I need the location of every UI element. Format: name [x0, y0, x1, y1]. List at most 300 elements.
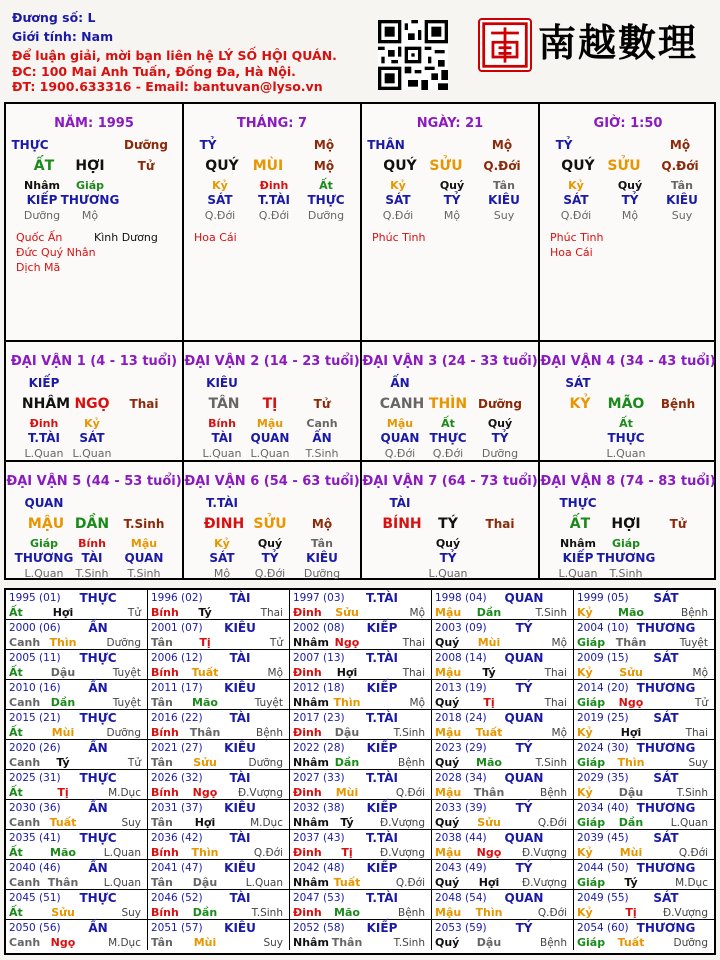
daivan-chi: TÝ	[438, 516, 458, 532]
year-can: Bính	[151, 666, 179, 679]
year-cell	[6, 920, 148, 950]
year-can: Quý	[435, 816, 460, 829]
daivan-chi: HỢI	[611, 516, 641, 532]
year-cell	[290, 740, 432, 770]
phone-email: ĐT: 1900.633316 - Email: bantuvan@lyso.vn	[12, 79, 323, 94]
year-label: 2014 (20)	[577, 682, 629, 694]
daivan-can: ĐINH	[203, 516, 245, 532]
pillar-can: QUÝ	[383, 158, 417, 174]
hidden-life: Dưỡng	[481, 447, 519, 460]
year-life: Dưỡng	[106, 637, 141, 649]
header	[0, 0, 720, 100]
year-chi: Sửu	[51, 906, 75, 919]
hidden-stem: Canh	[306, 417, 338, 430]
hidden-life: Suy	[493, 209, 515, 222]
year-chi: Dần	[334, 756, 360, 769]
year-can: Canh	[9, 936, 41, 949]
year-cell	[6, 680, 148, 710]
year-star: TỶ	[515, 861, 533, 875]
year-can: Canh	[9, 876, 41, 889]
daivan-chi: NGỌ	[74, 396, 110, 412]
year-cell	[574, 830, 714, 860]
year-chi: Tý	[56, 756, 70, 769]
daivan-cell	[184, 342, 362, 462]
year-star: QUAN	[504, 771, 544, 785]
daivan-chi: SỬU	[253, 516, 287, 532]
year-chi: Hợi	[194, 816, 216, 829]
hidden-star: KIẾP	[562, 551, 594, 565]
year-cell	[432, 650, 574, 680]
year-cell	[148, 710, 290, 740]
hidden-life: Q.Đới	[384, 447, 416, 460]
special-star: Quốc Ấn	[16, 231, 63, 244]
year-life: Bệnh	[398, 757, 425, 769]
hidden-star: T.TÀI	[28, 431, 60, 445]
year-label: 1999 (05)	[577, 592, 629, 604]
year-label: 2053 (59)	[435, 922, 487, 934]
year-can: Quý	[435, 936, 460, 949]
pillar-star: TỶ	[199, 138, 217, 152]
pillar-life-top: Mộ	[313, 138, 335, 152]
year-chi: Thìn	[617, 756, 645, 769]
year-star: ẤN	[88, 621, 108, 635]
year-label: 2038 (44)	[435, 832, 487, 844]
year-cell	[6, 710, 148, 740]
year-life: M.Dục	[108, 787, 141, 799]
year-life: L.Quan	[103, 877, 141, 889]
year-life: Q.Đới	[678, 847, 708, 859]
year-can: Bính	[151, 606, 179, 619]
year-chi: Hợi	[478, 876, 500, 889]
year-label: 2013 (19)	[435, 682, 487, 694]
year-label: 2011 (17)	[151, 682, 203, 694]
year-life: Bệnh	[398, 907, 425, 919]
year-chi: Sửu	[335, 606, 359, 619]
daivan-title: ĐẠI VẬN 2 (14 - 23 tuổi)	[184, 354, 360, 369]
daivan-cell	[184, 462, 362, 580]
year-life: T.Sinh	[535, 607, 567, 619]
hidden-stem: Quý	[439, 179, 465, 192]
year-star: KIẾP	[366, 861, 398, 875]
year-life: Mộ	[409, 697, 425, 709]
year-star: KIẾP	[366, 921, 398, 935]
hidden-stem: Mậu	[256, 417, 284, 430]
year-life: Tử	[127, 607, 141, 619]
year-chi: Mão	[618, 606, 644, 619]
special-star: Kình Dương	[94, 231, 158, 244]
year-can: Tân	[151, 816, 173, 829]
year-label: 2039 (45)	[577, 832, 629, 844]
year-cell	[574, 680, 714, 710]
daivan-cell	[540, 342, 716, 462]
year-chi: Mùi	[477, 636, 501, 649]
year-label: 2054 (60)	[577, 922, 629, 934]
year-can: Ất	[9, 726, 23, 739]
hidden-life: Mộ	[621, 209, 639, 222]
year-life: Dưỡng	[106, 727, 141, 739]
year-cell	[290, 650, 432, 680]
year-star: ẤN	[88, 801, 108, 815]
hidden-life: L.Quan	[558, 567, 598, 580]
year-label: 2041 (47)	[151, 862, 203, 874]
hidden-life: Mộ	[213, 567, 231, 580]
year-cell	[6, 590, 148, 620]
daivan-title: ĐẠI VẬN 8 (74 - 83 tuổi)	[540, 474, 716, 489]
year-cell	[148, 800, 290, 830]
hidden-star: TỶ	[621, 193, 639, 207]
year-cell	[290, 860, 432, 890]
year-star: THƯƠNG	[636, 921, 696, 935]
daivan-life: T.Sinh	[123, 517, 165, 531]
pillar-life-top: Mộ	[669, 138, 691, 152]
pillar-life: Mộ	[313, 159, 335, 173]
hidden-stem: Quý	[617, 179, 643, 192]
year-cell	[290, 890, 432, 920]
year-label: 2001 (07)	[151, 622, 203, 634]
year-label: 2028 (34)	[435, 772, 487, 784]
hidden-star: QUAN	[250, 431, 290, 445]
year-cell	[148, 650, 290, 680]
year-label: 2027 (33)	[293, 772, 345, 784]
hidden-life: Dưỡng	[307, 209, 345, 222]
hidden-life: Q.Đới	[254, 567, 286, 580]
hidden-star: TÀI	[211, 431, 233, 445]
hidden-stem: Mậu	[130, 537, 158, 550]
year-star: THƯƠNG	[636, 681, 696, 695]
year-life: Đ.Vượng	[521, 877, 567, 889]
hidden-star: KIẾP	[26, 193, 58, 207]
year-can: Canh	[9, 816, 41, 829]
year-can: Giáp	[577, 756, 606, 769]
hidden-stem: Bính	[208, 417, 236, 430]
year-life: Đ.Vượng	[379, 817, 425, 829]
year-life: M.Dục	[675, 877, 708, 889]
daivan-title: ĐẠI VẬN 6 (54 - 63 tuổi)	[184, 474, 360, 489]
hidden-life: T.Sinh	[127, 567, 161, 580]
daivan-star: TÀI	[389, 496, 411, 510]
hidden-stem: Nhâm	[560, 537, 596, 550]
hidden-stem: Đinh	[259, 179, 289, 192]
hidden-star: SÁT	[563, 193, 589, 207]
year-star: TỶ	[515, 921, 533, 935]
year-chi: Dần	[476, 606, 502, 619]
pillar-title: NĂM: 1995	[54, 116, 134, 131]
hidden-star: SÁT	[207, 193, 233, 207]
year-cell	[6, 860, 148, 890]
year-label: 2045 (51)	[9, 892, 61, 904]
pillar-title: GIỜ: 1:50	[593, 116, 663, 131]
daivan-chi: MÃO	[607, 396, 645, 412]
year-star: TÀI	[229, 891, 251, 905]
year-can: Mậu	[435, 666, 462, 679]
year-can: Đinh	[293, 726, 322, 739]
year-can: Đinh	[293, 906, 322, 919]
special-star: Phúc Tinh	[550, 231, 604, 244]
hidden-star: THỰC	[307, 193, 345, 207]
hidden-life: Dưỡng	[23, 209, 61, 222]
year-life: Tử	[127, 757, 141, 769]
year-star: QUAN	[504, 711, 544, 725]
year-chi: Dậu	[192, 876, 218, 889]
hidden-stem: Tân	[493, 179, 515, 192]
year-cell	[574, 590, 714, 620]
hidden-stem: Kỷ	[568, 179, 584, 192]
pillar-life: Q.Đới	[661, 159, 699, 173]
year-can: Kỷ	[577, 846, 593, 859]
daivan-star: T.TÀI	[206, 496, 238, 510]
daivan-chi: TỊ	[262, 396, 278, 412]
year-life: Thai	[260, 607, 283, 619]
year-cell	[432, 710, 574, 740]
year-label: 2047 (53)	[293, 892, 345, 904]
daivan-can: MẬU	[27, 516, 65, 532]
year-star: KIÊU	[224, 921, 256, 935]
year-life: Q.Đới	[537, 907, 567, 919]
year-label: 2008 (14)	[435, 652, 487, 664]
year-life: Mộ	[551, 637, 567, 649]
year-can: Nhâm	[293, 636, 329, 649]
year-cell	[148, 770, 290, 800]
special-star: Phúc Tinh	[372, 231, 426, 244]
year-star: QUAN	[504, 591, 544, 605]
year-life: Thai	[402, 637, 425, 649]
year-label: 2050 (56)	[9, 922, 61, 934]
year-cell	[6, 650, 148, 680]
hidden-star: THƯƠNG	[60, 193, 120, 207]
year-label: 2016 (22)	[151, 712, 203, 724]
year-life: T.Sinh	[251, 907, 283, 919]
pillar-cell	[540, 104, 716, 342]
year-label: 2042 (48)	[293, 862, 345, 874]
year-chi: Mão	[50, 846, 76, 859]
hidden-life: T.Sinh	[305, 447, 339, 460]
hidden-life: L.Quan	[24, 447, 64, 460]
year-chi: Thìn	[333, 696, 361, 709]
year-cell	[148, 890, 290, 920]
hidden-stem: Ất	[319, 179, 333, 192]
year-can: Nhâm	[293, 816, 329, 829]
year-star: T.TÀI	[366, 591, 398, 605]
year-cell	[290, 590, 432, 620]
year-star: KIÊU	[224, 801, 256, 815]
year-label: 2033 (39)	[435, 802, 487, 814]
year-cell	[290, 710, 432, 740]
year-can: Quý	[435, 876, 460, 889]
pillar-star: THÂN	[367, 138, 405, 152]
year-cell	[432, 770, 574, 800]
year-life: Suy	[263, 937, 283, 949]
year-can: Giáp	[577, 636, 606, 649]
year-chi: Thìn	[191, 846, 219, 859]
year-chi: Ngọ	[618, 696, 644, 709]
year-star: KIẾP	[366, 621, 398, 635]
year-life: Q.Đới	[395, 877, 425, 889]
year-cell	[6, 830, 148, 860]
year-life: Đ.Vượng	[237, 787, 283, 799]
hidden-life: L.Quan	[606, 447, 646, 460]
year-chi: Sửu	[619, 666, 643, 679]
hidden-life: Mộ	[81, 209, 99, 222]
year-life: Mộ	[267, 667, 283, 679]
year-label: 2025 (31)	[9, 772, 61, 784]
year-life: Thai	[544, 697, 567, 709]
year-chi: Tuất	[191, 666, 219, 679]
year-life: Q.Đới	[253, 847, 283, 859]
year-label: 2035 (41)	[9, 832, 61, 844]
hidden-star: KIÊU	[666, 193, 698, 207]
year-can: Giáp	[577, 936, 606, 949]
year-cell	[290, 920, 432, 950]
year-label: 2004 (10)	[577, 622, 629, 634]
year-star: TÀI	[229, 831, 251, 845]
hidden-star: THỰC	[429, 431, 467, 445]
year-can: Nhâm	[293, 936, 329, 949]
pillar-life-top: Mộ	[491, 138, 513, 152]
year-star: QUAN	[504, 891, 544, 905]
year-label: 2048 (54)	[435, 892, 487, 904]
year-star: THỰC	[79, 891, 117, 905]
year-chi: Ngọ	[334, 636, 360, 649]
brand-logo: 南越數理	[538, 20, 699, 65]
year-label: 2007 (13)	[293, 652, 345, 664]
year-cell	[148, 620, 290, 650]
year-life: Tử	[694, 697, 708, 709]
year-label: 2017 (23)	[293, 712, 345, 724]
year-chi: Hợi	[336, 666, 358, 679]
hidden-stem: Tân	[671, 179, 693, 192]
year-star: KIẾP	[366, 801, 398, 815]
hidden-life: Q.Đới	[382, 209, 414, 222]
year-cell	[6, 740, 148, 770]
pillar-can: QUÝ	[561, 158, 595, 174]
year-can: Kỷ	[577, 606, 593, 619]
year-can: Kỷ	[577, 726, 593, 739]
daivan-life: Tử	[313, 397, 331, 411]
address: ĐC: 100 Mai Anh Tuấn, Đống Đa, Hà Nội.	[12, 64, 296, 79]
year-can: Canh	[9, 696, 41, 709]
year-cell	[574, 860, 714, 890]
year-chi: Thìn	[475, 906, 503, 919]
year-cell	[290, 620, 432, 650]
year-star: T.TÀI	[366, 651, 398, 665]
daivan-life: Thai	[485, 517, 515, 531]
year-chi: Thân	[47, 876, 79, 889]
daivan-star: KIẾP	[28, 376, 60, 390]
year-life: Thai	[685, 727, 708, 739]
year-can: Đinh	[293, 606, 322, 619]
year-cell	[148, 920, 290, 950]
hidden-stem: Quý	[487, 417, 513, 430]
year-star: KIẾP	[366, 741, 398, 755]
pillar-star: TỶ	[555, 138, 573, 152]
year-life: M.Dục	[108, 937, 141, 949]
year-cell	[148, 590, 290, 620]
year-label: 2009 (15)	[577, 652, 629, 664]
qr-code-icon[interactable]	[378, 20, 448, 90]
year-chi: Dậu	[476, 936, 502, 949]
daivan-cell	[362, 342, 540, 462]
year-star: TỶ	[515, 741, 533, 755]
hidden-star: T.TÀI	[258, 193, 290, 207]
year-life: Q.Đới	[395, 787, 425, 799]
year-cell	[432, 800, 574, 830]
year-star: KIÊU	[224, 681, 256, 695]
year-life: Thai	[402, 667, 425, 679]
year-can: Tân	[151, 636, 173, 649]
hidden-stem: Mậu	[386, 417, 414, 430]
daivan-life: Mộ	[311, 517, 333, 531]
year-can: Bính	[151, 726, 179, 739]
hidden-stem: Giáp	[611, 537, 641, 550]
year-chi: Tị	[57, 786, 69, 799]
year-can: Tân	[151, 876, 173, 889]
year-label: 2006 (12)	[151, 652, 203, 664]
hidden-stem: Kỷ	[390, 179, 406, 192]
daivan-can: KỶ	[569, 396, 591, 412]
year-star: TÀI	[229, 651, 251, 665]
hidden-star: TỶ	[261, 551, 279, 565]
year-cell	[290, 830, 432, 860]
pillar-cell	[184, 104, 362, 342]
year-cell	[290, 800, 432, 830]
daivan-can: CANH	[379, 396, 425, 412]
year-chi: Tị	[341, 846, 353, 859]
year-can: Giáp	[577, 696, 606, 709]
year-chi: Thìn	[49, 636, 77, 649]
year-label: 2046 (52)	[151, 892, 203, 904]
year-star: THỰC	[79, 591, 117, 605]
pillar-life-top: Dưỡng	[124, 138, 168, 152]
daivan-can: ẤT	[569, 516, 591, 532]
hidden-life: Q.Đới	[258, 209, 290, 222]
year-life: Tử	[269, 637, 283, 649]
daivan-title: ĐẠI VẬN 7 (64 - 73 tuổi)	[362, 474, 538, 489]
year-star: TÀI	[229, 591, 251, 605]
year-life: Q.Đới	[537, 817, 567, 829]
year-life: Tuyệt	[112, 697, 141, 709]
year-chi: Mão	[192, 696, 218, 709]
hidden-star: SÁT	[385, 193, 411, 207]
year-cell	[574, 650, 714, 680]
year-label: 2031 (37)	[151, 802, 203, 814]
year-chi: Mão	[476, 756, 502, 769]
hidden-star: SÁT	[79, 431, 105, 445]
year-chi: Dần	[618, 816, 644, 829]
year-can: Giáp	[577, 816, 606, 829]
hidden-star: QUAN	[380, 431, 420, 445]
year-can: Nhâm	[293, 696, 329, 709]
year-can: Đinh	[293, 666, 322, 679]
daivan-title: ĐẠI VẬN 3 (24 - 33 tuổi)	[362, 354, 538, 369]
year-chi: Sửu	[477, 816, 501, 829]
daivan-star: ẤN	[390, 376, 410, 390]
year-chi: Tị	[199, 636, 211, 649]
year-can: Kỷ	[577, 786, 593, 799]
red-seal-icon	[478, 18, 532, 72]
pillar-chi: SỬU	[607, 158, 641, 174]
hidden-star: TỶ	[443, 193, 461, 207]
year-life: Mộ	[551, 727, 567, 739]
year-label: 2010 (16)	[9, 682, 61, 694]
year-chi: Dậu	[618, 786, 644, 799]
year-label: 1997 (03)	[293, 592, 345, 604]
year-cell	[432, 590, 574, 620]
year-can: Mậu	[435, 606, 462, 619]
year-label: 2052 (58)	[293, 922, 345, 934]
year-chi: Sửu	[193, 756, 217, 769]
special-star: Hoa Cái	[194, 231, 237, 244]
year-life: Đ.Vượng	[379, 847, 425, 859]
